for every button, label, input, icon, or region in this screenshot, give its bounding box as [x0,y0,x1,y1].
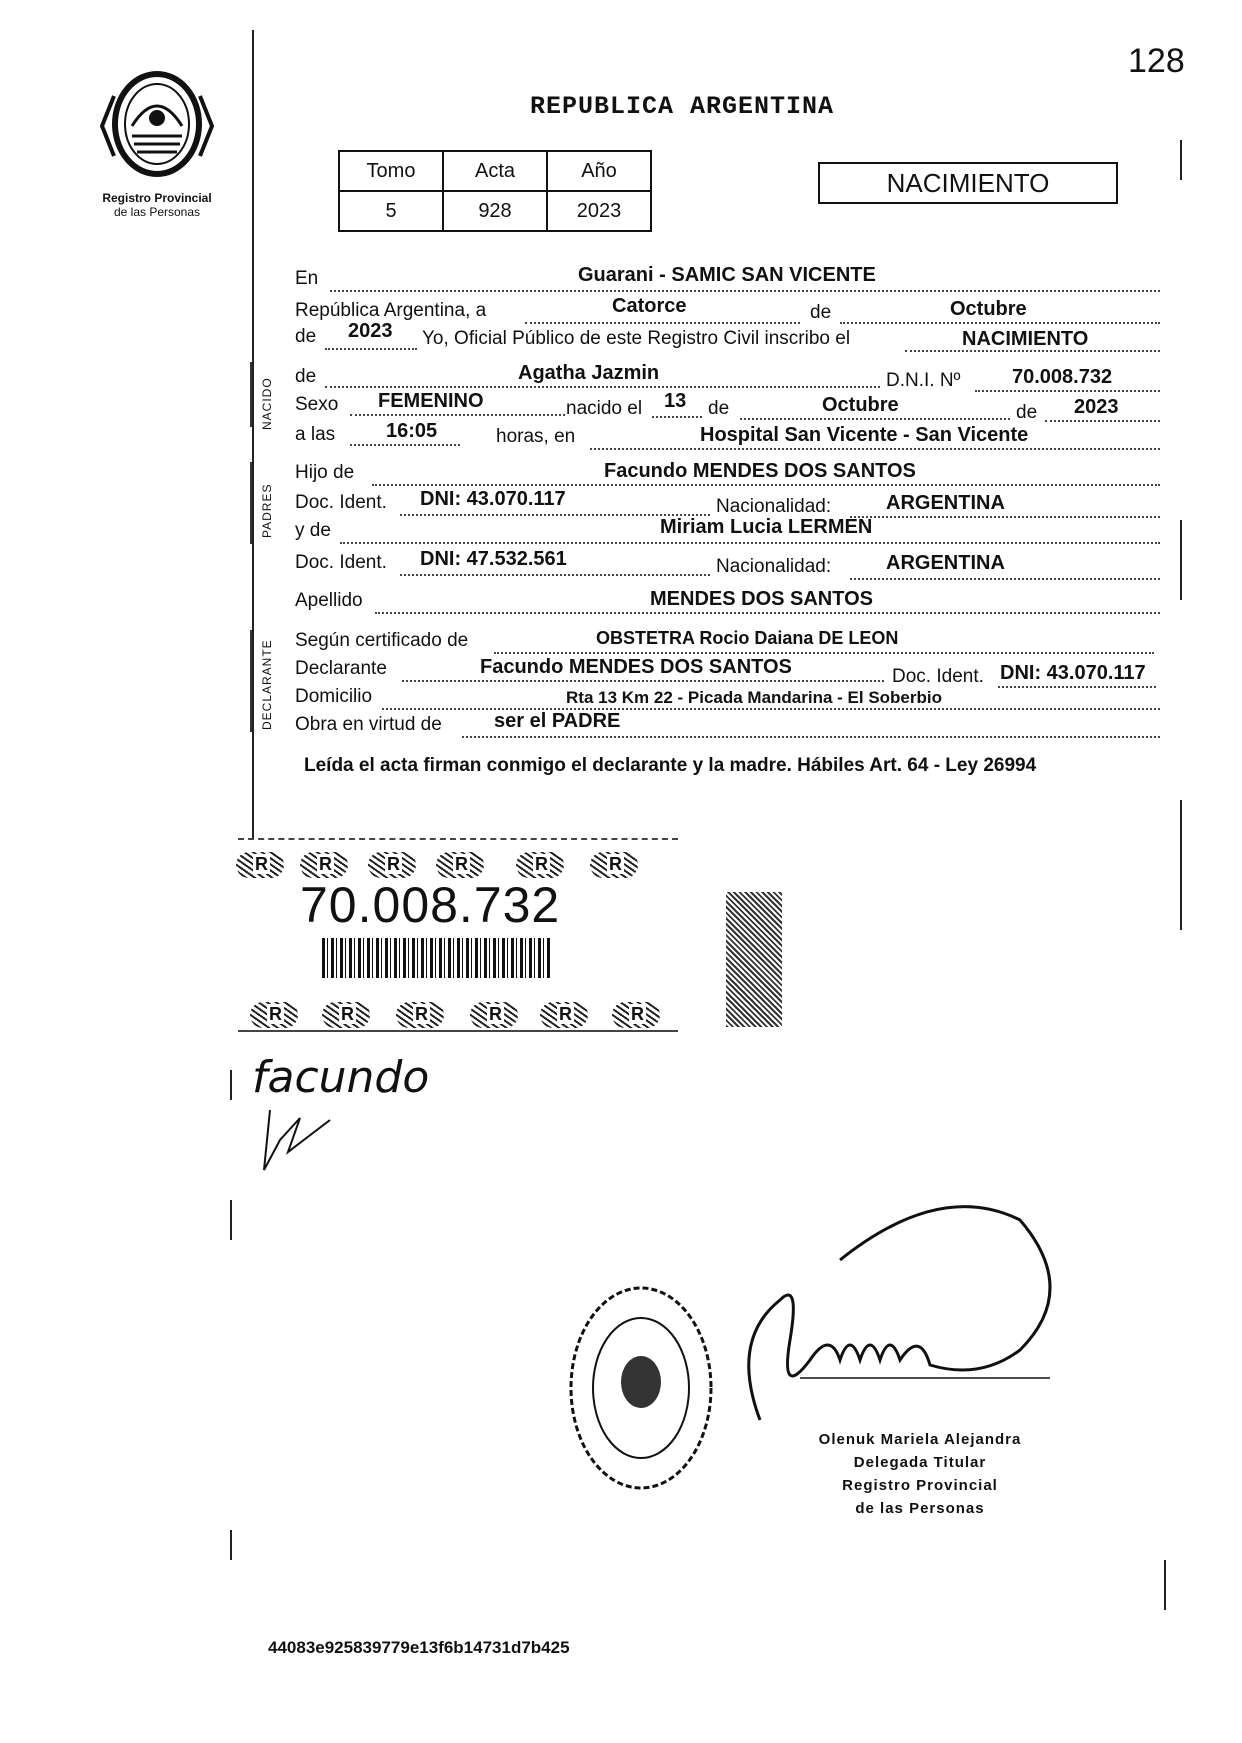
official-name: Olenuk Mariela Alejandra [818,1431,1022,1448]
day-words-value: Catorce [612,295,687,317]
security-r-logo: R [396,1002,444,1028]
margin-mark [230,1070,232,1100]
dotted-line [850,516,1160,518]
mother-nat-value: ARGENTINA [886,552,1005,574]
section-divider [250,630,260,732]
registry-logo [92,66,222,219]
official-stamp [556,1270,726,1510]
coat-of-arms-icon [92,66,222,186]
page-number: 128 [1128,42,1185,80]
declarant-doc-value: DNI: 43.070.117 [1000,662,1146,684]
label-segun: Según certificado de [295,630,469,651]
dotted-line [330,290,1160,292]
right-frame-line-3 [1180,800,1182,930]
dotted-line [975,390,1160,392]
dotted-line [652,416,702,418]
dotted-line [375,612,1160,614]
official-org-1: Registro Provincial [842,1477,998,1494]
security-r-logo: R [612,1002,660,1028]
sex-value: FEMENINO [378,390,484,412]
security-r-logo: R [322,1002,370,1028]
certificate-value: OBSTETRA Rocio Daiana DE LEON [596,628,899,648]
security-r-logo: R [540,1002,588,1028]
dotted-line [325,386,880,388]
section-declarante: DECLARANTE [260,639,274,730]
label-doc-ident-decl: Doc. Ident. [892,666,984,687]
father-value: Facundo MENDES DOS SANTOS [604,460,916,482]
right-frame-line [1180,140,1182,180]
closing-statement: Leída el acta firman conmigo el declarante y la madre. Hábiles Art. 64 - Ley 26994 [304,755,1037,776]
label-domicilio: Domicilio [295,686,373,707]
acta-value: 928 [443,191,547,231]
birth-year-value: 2023 [1074,396,1119,418]
security-r-logo: R [590,852,638,878]
official-org-2: de las Personas [855,1500,985,1517]
birth-month-value: Octubre [822,394,899,416]
label-hijo-de: Hijo de [295,462,355,483]
acta-label: Acta [443,151,547,191]
label-de: de [810,302,832,323]
dotted-line [1045,420,1160,422]
section-divider [250,362,260,427]
record-table [338,150,652,232]
document-hash: 44083e925839779e13f6b14731d7b425 [268,1638,570,1657]
birth-day-value: 13 [664,390,687,412]
security-r-logo: R [368,852,416,878]
official-block [800,1428,1040,1520]
registry-name-line1: Registro Provincial [102,191,212,205]
official-title: Delegada Titular [853,1454,987,1471]
dotted-line [350,444,460,446]
label-apellido: Apellido [295,590,363,611]
place-value: Guarani - SAMIC SAN VICENTE [578,264,876,286]
security-r-logo: R [470,1002,518,1028]
label-en: En [295,268,319,289]
dotted-line [400,574,710,576]
address-value: Rta 13 Km 22 - Picada Mandarina - El Soberbio [566,688,942,707]
dotted-line [340,542,1160,544]
dotted-line [494,652,1154,654]
dotted-line [850,578,1160,580]
month-value: Octubre [950,298,1027,320]
dotted-line [402,680,884,682]
label-border [238,838,678,840]
year-value: 2023 [348,320,393,342]
tomo-label: Tomo [339,151,443,191]
label-de-name: de [295,366,317,387]
section-padres: PADRES [260,483,274,538]
label-yo: Yo, Oficial Público de este Registro Civil inscribo el [422,328,851,349]
declarant-signature [240,1040,460,1180]
record-type: NACIMIENTO [818,162,1118,204]
dotted-line [840,322,1160,324]
dotted-line [740,418,1010,420]
right-frame-line-2 [1180,520,1182,600]
label-nacionalidad: Nacionalidad: [716,496,832,517]
dotted-line [525,322,800,324]
label-nacionalidad-2: Nacionalidad: [716,556,832,577]
label-horas-en: horas, en [496,426,576,447]
label-border [238,1030,678,1032]
hologram-seal [726,892,782,1027]
dotted-line [462,736,1160,738]
dotted-line [325,348,417,350]
label-y-de: y de [295,520,331,541]
father-doc-value: DNI: 43.070.117 [420,488,566,510]
capacity-value: ser el PADRE [494,710,621,732]
security-r-logo: R [300,852,348,878]
declarant-value: Facundo MENDES DOS SANTOS [480,656,792,678]
label-nacido-el: nacido el [566,398,643,419]
father-nat-value: ARGENTINA [886,492,1005,514]
security-r-logo: R [516,852,564,878]
dotted-line [590,448,1160,450]
registry-name-line2: de las Personas [113,205,201,219]
surname-value: MENDES DOS SANTOS [650,588,873,610]
security-r-logo: R [436,852,484,878]
section-nacido: NACIDO [260,377,274,430]
label-declarante: Declarante [295,658,387,679]
event-value: NACIMIENTO [962,328,1089,350]
label-republica: República Argentina, a [295,300,487,321]
anio-label: Año [547,151,651,191]
label-doc-ident: Doc. Ident. [295,492,387,513]
dotted-line [350,414,565,416]
dni-value: 70.008.732 [1012,366,1113,388]
signature-text: facundo [252,1052,430,1103]
dotted-line [372,484,1160,486]
label-doc-ident-2: Doc. Ident. [295,552,387,573]
margin-mark [1164,1560,1166,1610]
margin-mark [230,1530,232,1560]
dni-large-print: 70.008.732 [300,877,561,933]
margin-mark [230,1200,232,1240]
label-sexo: Sexo [295,394,339,415]
barcode [322,938,550,978]
dotted-line [998,686,1156,688]
section-divider [250,462,260,544]
label-obra: Obra en virtud de [295,714,442,735]
label-a-las: a las [295,424,336,445]
birth-place-value: Hospital San Vicente - San Vicente [700,424,1029,446]
mother-value: Miriam Lucia LERMEN [660,516,873,538]
tomo-value: 5 [339,191,443,231]
name-value: Agatha Jazmin [518,362,660,384]
security-r-logo: R [236,852,284,878]
label-de-month: de [708,398,730,419]
label-dni: D.N.I. Nº [886,370,961,391]
country-title: REPUBLICA ARGENTINA [530,92,835,121]
label-de-birth-year: de [1016,402,1038,423]
security-r-logo: R [250,1002,298,1028]
label-de-year: de [295,326,317,347]
time-value: 16:05 [386,420,438,442]
anio-value: 2023 [547,191,651,231]
official-signature [720,1200,1100,1440]
mother-doc-value: DNI: 47.532.561 [420,548,567,570]
